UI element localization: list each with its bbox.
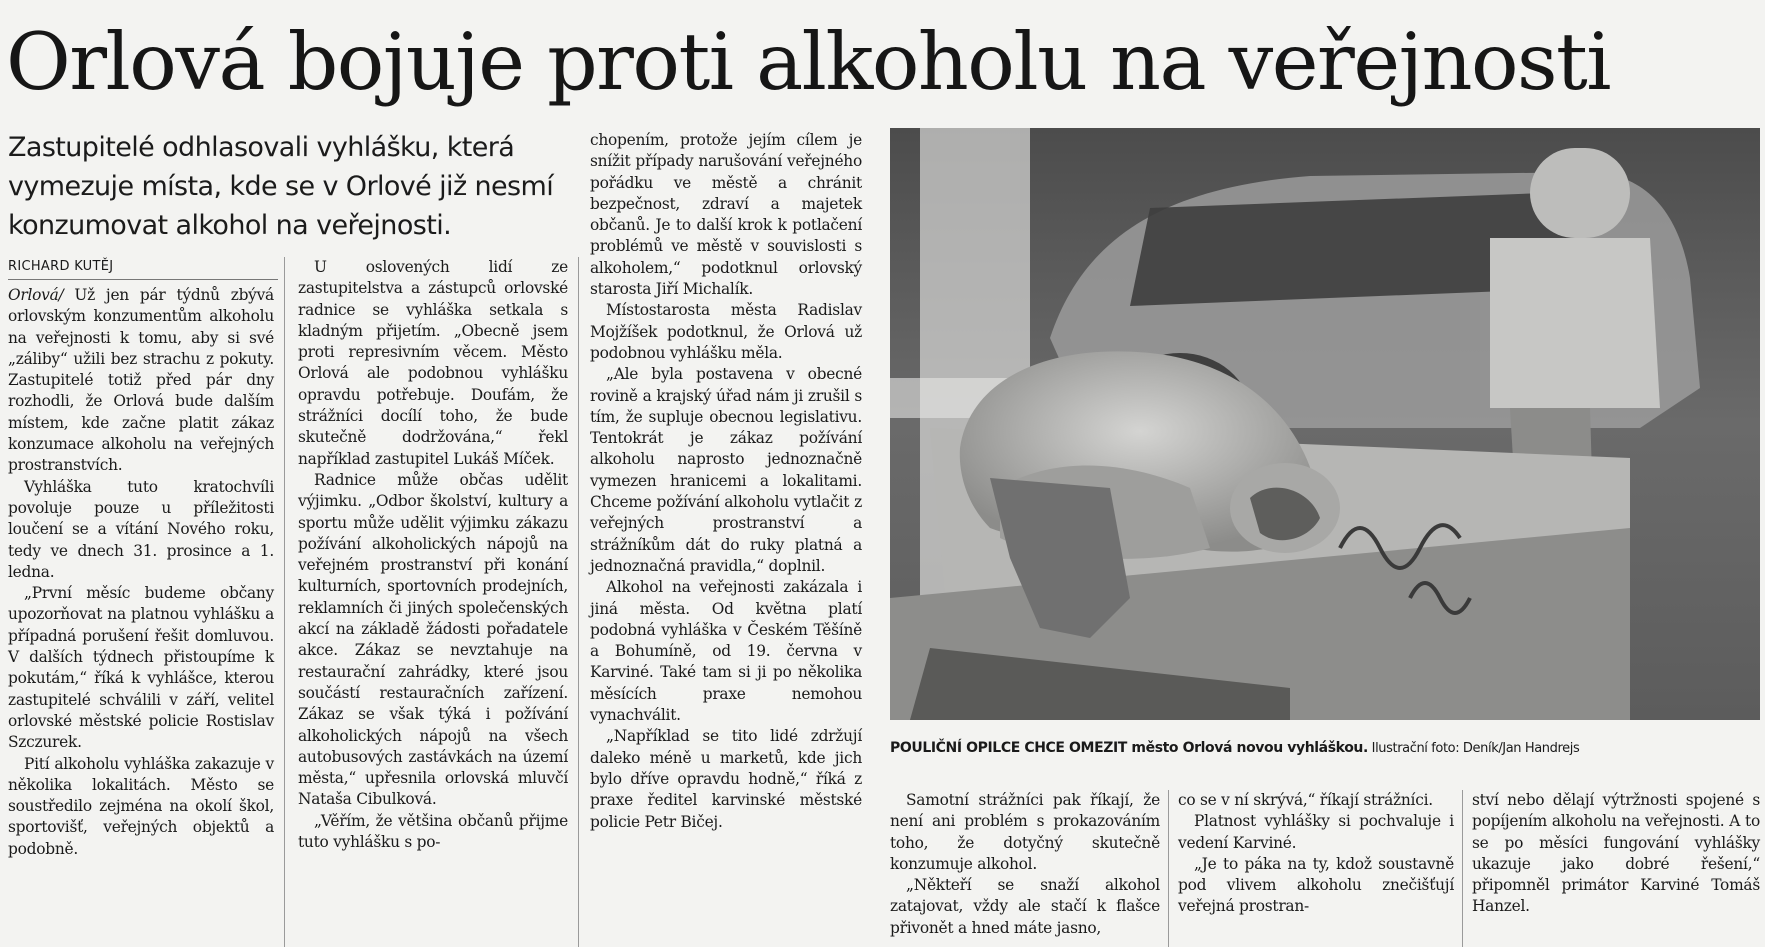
paragraph: „První měsíc budeme občany upozorňovat na platnou vyhlášku a případná porušení řešit domluvou. V dalších týdnech přistoupíme k pokutám,“ říká k vyhlášce, kterou zastupitelé schválili v září, velitel orlovské městské policie Rostislav Szczurek. [8,584,274,752]
paragraph: Vyhláška tuto kratochvíli povoluje pouze u příležitosti loučení se a vítání Nového roku, tedy ve dnech 31. prosince a 1. ledna. [8,477,274,581]
column-divider [578,257,579,947]
byline: RICHARD KUTĚJ [8,257,278,280]
paragraph: Pití alkoholu vyhláška zakazuje v několika lokalitách. Město se soustředilo zejména na okolí škol, sportovišť, veřejných objektů a podobně. [8,754,274,858]
lead-paragraph: Zastupitelé odhlasovali vyhlášku, která vymezuje místa, kde se v Orlové již nesmí konzumovat alkohol na veřejnosti. [8,132,554,241]
paragraph: U oslovených lidí ze zastupitelstva a zástupců orlovské radnice se vyhláška setkala s kladným přijetím. „Obecně jsem proti represivním věcem. Město Orlová ale podobnou vyhlášku opravdu potřebuje. Doufám, že strážníci docílí toho, že bude skutečně dodržována,“ řekl například zastupitel Lukáš Míček. [298,258,568,468]
paragraph: Samotní strážníci pak říkají, že není ani problém s prokazováním toho, že dotyčný skutečně konzumuje alkohol. [890,791,1160,873]
paragraph: chopením, protože jejím cílem je snížit případy narušování veřejného pořádku ve městě a chránit bezpečnost, zdraví a majetek občanů. Je to další krok k potlačení problémů ve městě v souvislosti s alkoholem,“ podotknul orlovský starosta Jiří Michalík. [590,131,862,299]
caption-credit: Ilustrační foto: Deník/Jan Handrejs [1367,741,1580,756]
article-column-3 [590,130,862,947]
paragraph: co se v ní skrývá,“ říkají strážníci. [1178,791,1433,809]
paragraph: „Například se tito lidé zdržují daleko méně u marketů, kde jich bylo dříve opravdu hodně,“ říká z praxe ředitel karvinské městské policie Petr Bičej. [590,727,862,831]
paragraph: „Ale byla postavena v obecné rovině a krajský úřad nám ji zrušil s tím, že supluje obecnou legislativu. Tentokrát je zákaz požívání alkoholu naprosto jednoznačně vymezen hranicemi a lokalitami. Chceme požívání alkoholu vytlačit z veřejných prostranství a strážníkům dát do ruky platná a jednoznačná pravidla,“ doplnil. [590,365,862,575]
paragraph: Platnost vyhlášky si pochvaluje i vedení Karviné. [1178,812,1454,852]
dateline: Orlová/ [8,286,64,304]
paragraph: „Věřím, že většina občanů přijme tuto vyhlášku s po- [298,811,568,852]
article-column-5 [1178,790,1454,947]
article-column-2 [298,257,568,947]
article-column-1 [8,285,274,947]
column-divider [1462,790,1463,947]
caption-head: POULIČNÍ OPILCE CHCE OMEZIT [890,740,1127,756]
paragraph: ství nebo dělají výtržnosti spojené s popíjením alkoholu na veřejnosti. A to se po měsíci fungování vyhlášky ukazuje jako dobré řešení,“ připomněl primátor Karviné Tomáš Hanzel. [1472,791,1760,916]
paragraph: „Je to páka na ty, kdož soustavně pod vlivem alkoholu znečišťují veřejná prostran- [1178,854,1454,916]
column-divider [1168,790,1169,947]
paragraph: Orlová/ Už jen pár týdnů zbývá orlovským konzumentům alkoholu na veřejnosti k tomu, aby si své „záliby“ užili bez strachu z pokuty. Zastupitelé totiž před pár dny rozhodli, že Orlová bude dalším místem, kde začne platit zákaz konzumace alkoholu na veřejných prostranstvích. [8,286,274,475]
photo-caption [890,738,1760,759]
headline: Orlová bojuje proti alkoholu na veřejnosti [6,16,1611,108]
caption-body: město Orlová novou vyhláškou. [1126,740,1368,756]
news-photo [890,128,1760,720]
paragraph: Radnice může občas udělit výjimku. „Odbor školství, kultury a sportu může udělit výjimku zákazu požívání alkoholických nápojů na veřejném prostranství při konání kulturních, sportovních prodejních, reklamních či jiných společenských akcí na základě žádosti pořadatele akce. Zákaz se nevztahuje na restaurační zahrádky, které jsou součástí restauračních zařízení. Zákaz se však týká i požívání alkoholických nápojů na všech autobusových zastávkách na území města,“ upřesnila orlovská mluvčí Nataša Cibulková. [298,470,568,809]
paragraph: Místostarosta města Radislav Mojžíšek podotknul, že Orlová už podobnou vyhlášku měla. [590,301,862,362]
column-divider [284,257,285,947]
article-column-6 [1472,790,1760,947]
paragraph: Alkohol na veřejnosti zakázala i jiná města. Od května platí podobná vyhláška v Českém Těšíně a Bohumíně, od 19. června v Karviné. Také tam si ji po několika měsících praxe nemohou vynachválit. [590,578,862,725]
article-column-4 [890,790,1160,947]
paragraph: „Někteří se snaží alkohol zatajovat, vždy ale stačí k flašce přivonět a hned máte jasno, [890,876,1160,937]
